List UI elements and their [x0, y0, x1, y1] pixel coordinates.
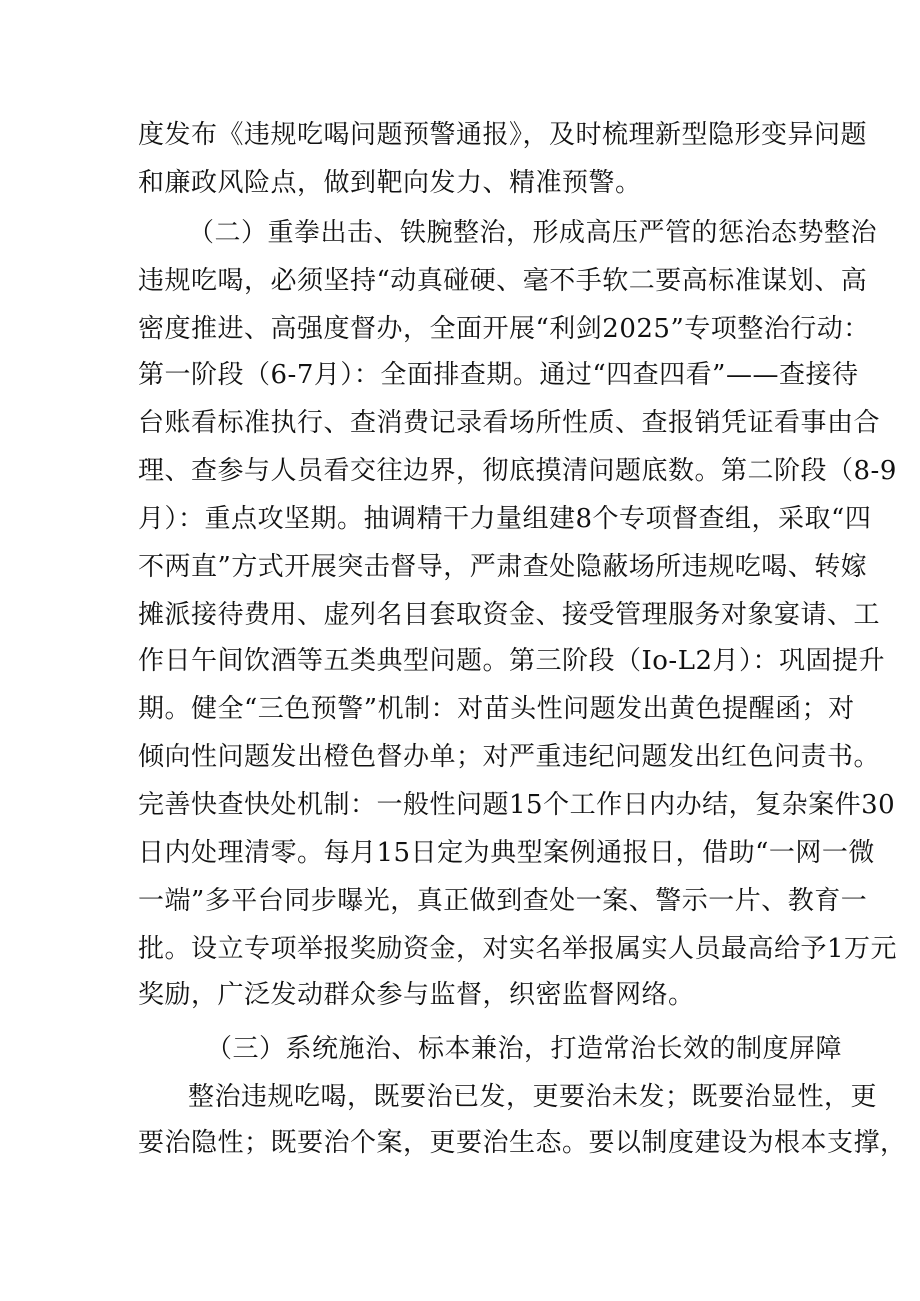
paragraph-line-8: 理、查参与人员看交往边界，彻底摸清问题底数。第二阶段（8-9 — [138, 456, 897, 486]
paragraph-line-14: 倾向性问题发出橙色督办单；对严重违纪问题发出红色问责书。 — [138, 742, 881, 772]
paragraph-line-12: 作日午间饮酒等五类典型问题。第三阶段（Io-L2月）：巩固提升 — [138, 646, 886, 676]
paragraph-line-17: 一端”多平台同步曝光，真正做到查处一案、警示一片、教育一 — [138, 886, 868, 916]
paragraph-line-6: 第一阶段（6-7月）：全面排查期。通过“四查四看”——查接待 — [138, 360, 859, 390]
paragraph-line-21: 整治违规吃喝，既要治已发，更要治未发；既要治显性，更 — [188, 1082, 878, 1112]
section-heading-2: （二）重拳出击、铁腕整治，形成高压严管的惩治态势整治 — [188, 218, 878, 248]
paragraph-line-18: 批。设立专项举报奖励资金，对实名举报属实人员最高给予1万元 — [138, 934, 898, 964]
paragraph-line-19: 奖励，广泛发动群众参与监督，织密监督网络。 — [138, 980, 695, 1010]
paragraph-line-7: 台账看标准执行、查消费记录看场所性质、查报销凭证看事由合 — [138, 408, 881, 438]
paragraph-line-2: 和廉政风险点，做到靶向发力、精准预警。 — [138, 168, 642, 198]
paragraph-line-11: 摊派接待费用、虚列名目套取资金、接受管理服务对象宴请、工 — [138, 600, 881, 630]
paragraph-line-1: 度发布《违规吃喝问题预警通报》，及时梳理新型隐形变异问题 — [138, 120, 868, 150]
paragraph-line-10: 不两直”方式开展突击督导，严肃查处隐蔽场所违规吃喝、转嫁 — [138, 552, 868, 582]
paragraph-line-5: 密度推进、高强度督办，全面开展“利剑2025”专项整治行动： — [138, 314, 870, 344]
section-heading-3: （三）系统施治、标本兼治，打造常治长效的制度屏障 — [206, 1034, 843, 1064]
paragraph-line-15: 完善快查快处机制：一般性问题15个工作日内办结，复杂案件30 — [138, 790, 896, 820]
paragraph-line-9: 月）：重点攻坚期。抽调精干力量组建8个专项督查组，采取“四 — [138, 504, 872, 534]
paragraph-line-4: 违规吃喝，必须坚持“动真碰硬、毫不手软二要高标准谋划、高 — [138, 266, 868, 296]
paragraph-line-22: 要治隐性；既要治个案，更要治生态。要以制度建设为根本支撑， — [138, 1128, 907, 1158]
paragraph-line-13: 期。健全“三色预警”机制：对苗头性问题发出黄色提醒函；对 — [138, 694, 855, 724]
paragraph-line-16: 日内处理清零。每月15日定为典型案例通报日，借助“一网一微 — [138, 838, 875, 868]
